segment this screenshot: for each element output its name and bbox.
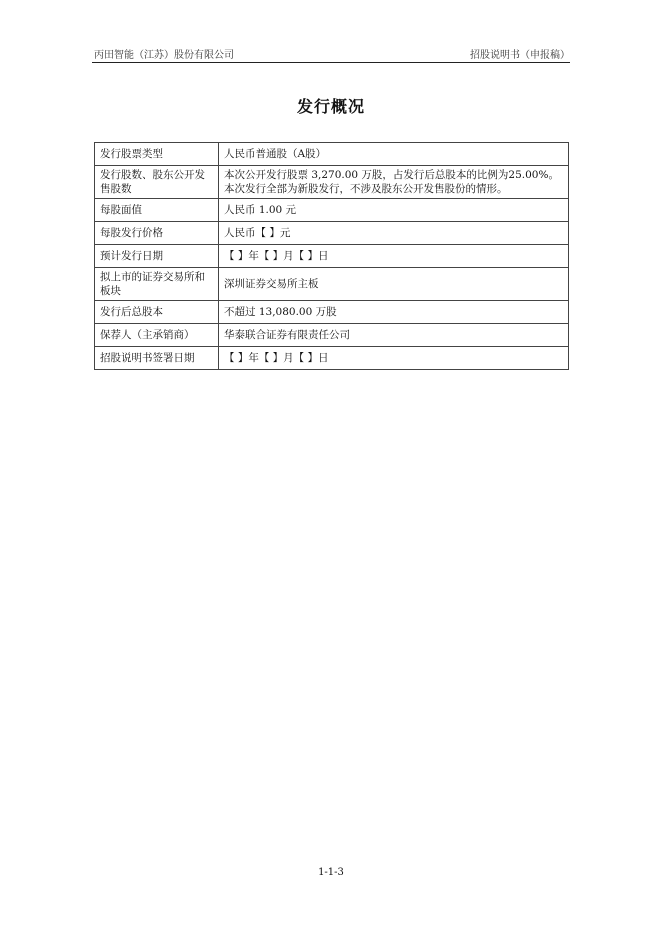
row-label: 发行股票类型 [95,143,219,166]
row-value: 华泰联合证券有限责任公司 [219,324,569,347]
row-label: 预计发行日期 [95,245,219,268]
table-row-stock-type [95,143,569,166]
row-value: 【 】年【 】月【 】日 [219,245,569,268]
row-label: 发行股数、股东公开发售股数 [95,166,219,199]
row-value: 人民币 1.00 元 [219,199,569,222]
table-row-issue-date [95,245,569,268]
table-row-total-shares [95,301,569,324]
table-row-share-count [95,166,569,199]
row-value: 【 】年【 】月【 】日 [219,347,569,370]
header-document-name: 招股说明书（申报稿） [470,50,570,61]
row-label: 拟上市的证券交易所和板块 [95,268,219,301]
row-value: 深圳证券交易所主板 [219,268,569,301]
row-value: 人民币普通股（A股） [219,143,569,166]
row-value: 人民币【 】元 [219,222,569,245]
page-title: 发行概况 [296,97,365,116]
row-value: 本次公开发行股票 3,270.00 万股，占发行后总股本的比例为25.00%。本次发行全部为新股发行，不涉及股东公开发售股份的情形。 [219,166,569,199]
header-company-name: 丙田智能（江苏）股份有限公司 [94,50,234,61]
page-number: 1-1-3 [318,867,344,878]
row-label: 每股面值 [95,199,219,222]
row-label: 招股说明书签署日期 [95,347,219,370]
row-label: 每股发行价格 [95,222,219,245]
table-row-sponsor [95,324,569,347]
row-value: 不超过 13,080.00 万股 [219,301,569,324]
table-row-issue-price [95,222,569,245]
table-row-par-value [95,199,569,222]
table-row-exchange-board [95,268,569,301]
page-header [92,44,570,63]
table-row-signing-date [95,347,569,370]
offering-overview-table [94,142,569,370]
row-label: 发行后总股本 [95,301,219,324]
row-label: 保荐人（主承销商） [95,324,219,347]
